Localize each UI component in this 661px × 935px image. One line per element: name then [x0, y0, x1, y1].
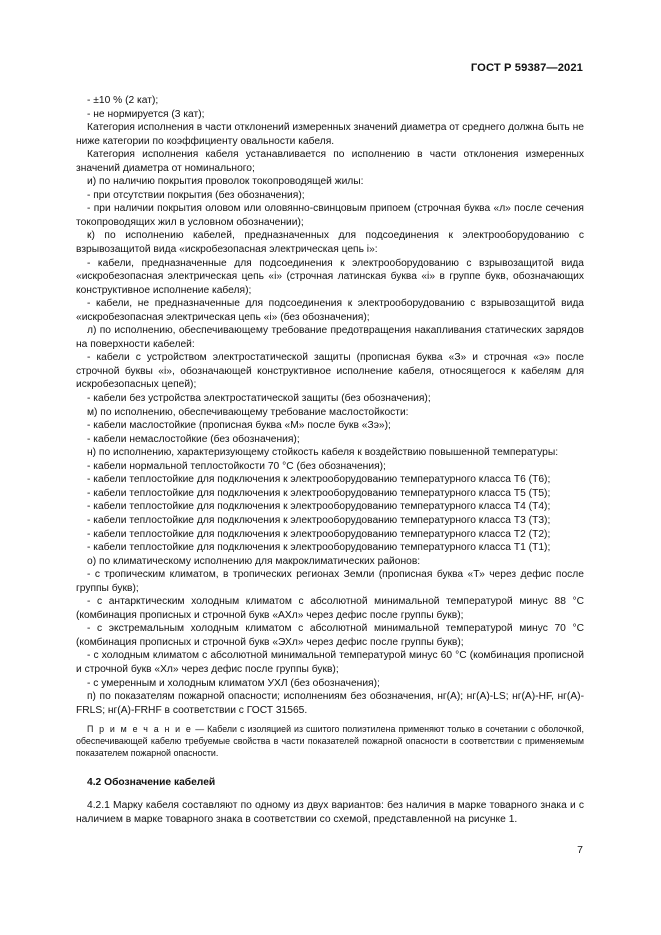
paragraph-no-electrostatic: - кабели без устройства электростатической защиты (без обозначения); [87, 393, 431, 405]
paragraph-item-p: п) по показателям пожарной опасности; исполнениям без обозначения, нг(А); нг(А)-LS; нг(А)-HF, нг(А)-FRLS; нг(А)-FRHF в соответствии с ГОСТ 31565. [76, 691, 584, 716]
note [76, 723, 584, 759]
page-number: 7 [577, 844, 583, 856]
paragraph-extreme-cold: - с экстремальным холодным климатом с абсолютной минимальной температурой минус 70 °С (комбинация прописных и строчной букв «ЭХл» через дефис после группы букв); [76, 623, 584, 648]
paragraph-antarctic: - с антарктическим холодным климатом с абсолютной минимальной температурой минус 88 °С (комбинация прописных и строчной букв «АХл» через дефис после группы букв); [76, 596, 584, 621]
paragraph-cold: - с холодным климатом с абсолютной минимальной температурой минус 60 °С (комбинация прописной и строчной букв «Хл» через дефис после группы букв); [76, 650, 584, 675]
paragraph-temperate: - с умеренным и холодным климатом УХЛ (без обозначения); [87, 677, 380, 689]
paragraph-t3: - кабели теплостойкие для подключения к электрооборудованию температурного класса Т3 (Т3); [87, 514, 551, 526]
paragraph-tin-coating: - при наличии покрытия оловом или оловянно-свинцовым припоем (строчная буква «л» после сечения токопроводящих жил в условном обозначении); [76, 203, 584, 228]
paragraph-t2: - кабели теплостойкие для подключения к электрооборудованию температурного класса Т2 (Т2); [87, 528, 551, 540]
paragraph-intrinsic-safe: - кабели, предназначенные для подсоединения к электрооборудованию с взрывозащитой вида «искробезопасная электрическая цепь «i» (строчная латинская буква «i» в группе букв, обозначающих конструктивное исполнение кабеля); [76, 257, 584, 296]
note-label: П р и м е ч а н и е [87, 724, 193, 735]
paragraph-tolerance-3: - не нормируется (3 кат); [87, 108, 205, 120]
paragraph-tropical: - с тропическим климатом, в тропических регионах Земли (прописная буква «Т» через дефис после группы букв); [76, 569, 584, 594]
page-header-standard: ГОСТ Р 59387—2021 [470, 62, 583, 74]
paragraph-not-oil-resistant: - кабели немаслостойкие (без обозначения); [87, 433, 300, 445]
paragraph-normal-heat: - кабели нормальной теплостойкости 70 °С (без обозначения); [87, 460, 386, 472]
paragraph-t1: - кабели теплостойкие для подключения к электрооборудованию температурного класса Т1 (Т1); [87, 542, 551, 554]
paragraph-oil-resistant: - кабели маслостойкие (прописная буква «М» после букв «Зэ»); [87, 420, 391, 432]
paragraph-t5: - кабели теплостойкие для подключения к электрооборудованию температурного класса Т5 (Т5); [87, 487, 551, 499]
section-title: 4.2 Обозначение кабелей [87, 777, 216, 789]
paragraph-no-coating: - при отсутствии покрытия (без обозначения); [87, 189, 305, 201]
paragraph-item-o: о) по климатическому исполнению для макроклиматических районов: [87, 555, 421, 567]
page-body [76, 94, 584, 826]
paragraph-item-m: м) по исполнению, обеспечивающему требование маслостойкости: [87, 406, 409, 418]
paragraph-item-l: л) по исполнению, обеспечивающему требование предотвращения накапливания статических зарядов на поверхности кабелей: [76, 325, 584, 350]
section-paragraph: 4.2.1 Марку кабеля составляют по одному из двух вариантов: без наличия в марке товарного знака и с наличием в марке товарного знака в соответствии со схемой, представленной на рисунке 1. [76, 799, 584, 825]
paragraph-tolerance-2: - ±10 % (2 кат); [87, 95, 159, 106]
paragraph-item-n: н) по исполнению, характеризующему стойкость кабеля к воздействию повышенной температуры: [87, 447, 559, 459]
paragraph-item-i: и) по наличию покрытия проволок токопроводящей жилы: [87, 176, 364, 188]
paragraph-t6: - кабели теплостойкие для подключения к электрооборудованию температурного класса Т6 (Т6); [87, 474, 551, 486]
paragraph-not-intrinsic-safe: - кабели, не предназначенные для подсоединения к электрооборудованию с взрывозащитой вида «искробезопасная электрическая цепь «i» (без обозначения); [76, 298, 584, 323]
paragraph-item-k: к) по исполнению кабелей, предназначенных для подсоединения к электрооборудованию с взрывозащитой вида «искробезопасная электрическая цепь i»: [76, 230, 584, 256]
paragraph-diameter-category: Категория исполнения в части отклонений измеренных значений диаметра от среднего должна быть не ниже категории по коэффициенту овальности кабеля. [76, 122, 584, 147]
paragraph-t4: - кабели теплостойкие для подключения к электрооборудованию температурного класса Т4 (Т4); [87, 501, 551, 513]
note-text: — Кабели с изоляцией из сшитого полиэтилена применяют только в сочетании с оболочкой, обеспечивающей кабелю требуемые свойства в части показателей пожарной опасности в соответствии с применяемым показателем пожарной опасности. [76, 724, 584, 759]
paragraph-cable-category: Категория исполнения кабеля устанавливается по исполнению в части отклонения измеренных значений диаметра от номинального; [76, 149, 584, 174]
paragraph-electrostatic: - кабели с устройством электростатической защиты (прописная буква «З» и строчная «э» после строчной буквы «i», обозначающей конструктивное исполнение кабеля, относящегося к кабелям для искробезопасных цепей); [76, 352, 584, 391]
